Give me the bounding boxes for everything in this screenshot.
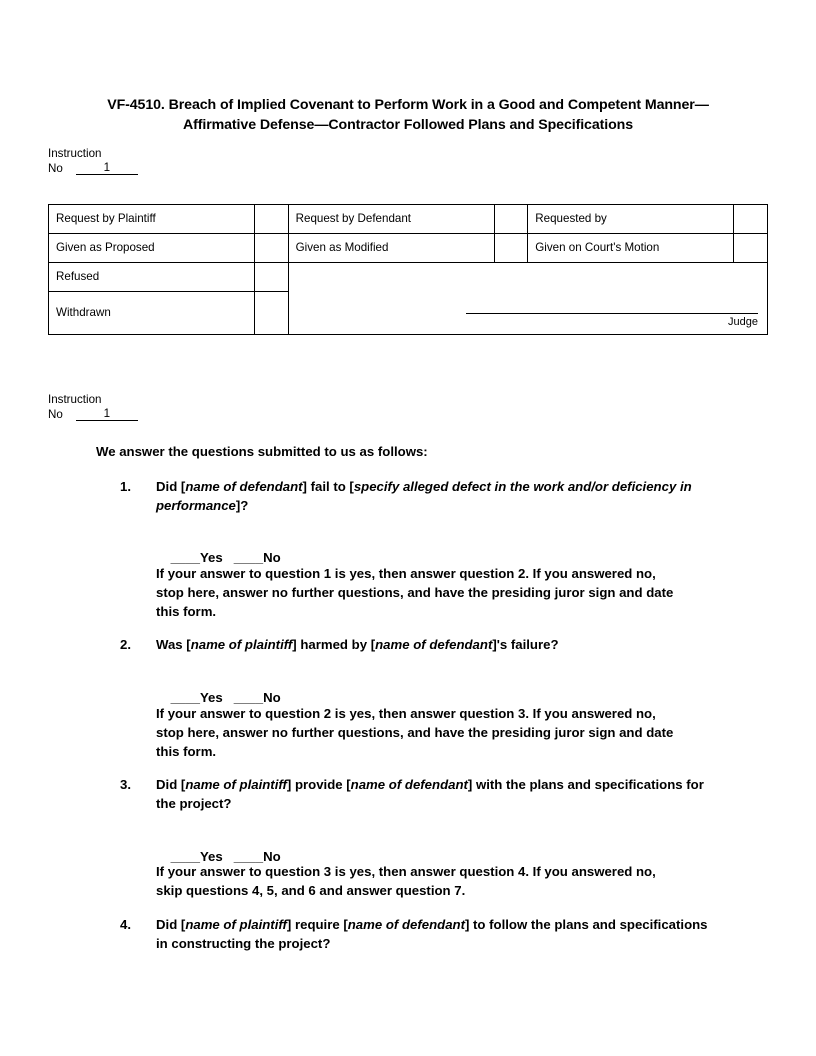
question-3 [120, 776, 720, 813]
question-2-text: Was [name of plaintiff] harmed by [name of defendant]'s failure? [156, 637, 559, 652]
question-2 [120, 636, 720, 655]
question-3-yes-blank[interactable]: ____Yes [170, 848, 223, 864]
question-3-text: Did [name of plaintiff] provide [name of defendant] with the plans and specifications for the project? [156, 777, 704, 811]
page-title: VF-4510. Breach of Implied Covenant to Perform Work in a Good and Competent Manner—Affirmative Defense—Contractor Followed Plans and Specifications [107, 97, 709, 133]
instruction-number-row [48, 162, 138, 177]
instruction-label-line1: Instruction [48, 147, 102, 160]
table-row [49, 263, 768, 292]
checkbox-given-as-modified[interactable] [494, 234, 528, 263]
question-1-text: Did [name of defendant] fail to [specify alleged defect in the work and/or deficiency in performance]? [156, 479, 692, 513]
question-1-no-blank[interactable]: ____No [233, 549, 281, 565]
question-2-number: 2. [120, 637, 131, 652]
question-2-no-blank[interactable]: ____No [233, 689, 281, 705]
judge-signature-block [466, 313, 758, 329]
checkbox-withdrawn[interactable] [255, 292, 289, 335]
checkbox-refused[interactable] [255, 263, 289, 292]
checkbox-request-by-defendant[interactable] [494, 205, 528, 234]
instruction-number-row [48, 408, 138, 423]
cell-refused: Refused [49, 263, 255, 292]
cell-withdrawn: Withdrawn [49, 292, 255, 335]
question-3-no-blank[interactable]: ____No [233, 848, 281, 864]
question-1-number: 1. [120, 479, 131, 494]
question-2-note: If your answer to question 2 is yes, then answer question 3. If you answered no, stop here, answer no further questions, and have the presiding juror sign and date this form. [156, 706, 674, 759]
disposition-table [48, 204, 768, 335]
cell-request-by-defendant: Request by Defendant [288, 205, 494, 234]
cell-given-as-modified: Given as Modified [288, 234, 494, 263]
judge-signature-label: Judge [728, 316, 758, 328]
instruction-no-label: No [48, 407, 63, 421]
instruction-number-header-bottom [48, 393, 138, 422]
checkbox-given-as-proposed[interactable] [255, 234, 289, 263]
question-3-note: If your answer to question 3 is yes, then answer question 4. If you answered no, skip questions 4, 5, and 6 and answer question 7. [156, 864, 656, 898]
cell-requested-by: Requested by [528, 205, 734, 234]
verdict-lead-in: We answer the questions submitted to us as follows: [96, 444, 428, 459]
question-1 [120, 478, 720, 515]
question-1-note: If your answer to question 1 is yes, then answer question 2. If you answered no, stop here, answer no further questions, and have the presiding juror sign and date this form. [156, 566, 674, 619]
cell-given-on-courts-motion: Given on Court's Motion [528, 234, 734, 263]
table-row [49, 205, 768, 234]
instruction-no-label: No [48, 161, 63, 175]
checkbox-given-on-courts-motion[interactable] [734, 234, 768, 263]
question-2-yes-blank[interactable]: ____Yes [170, 689, 223, 705]
checkbox-requested-by[interactable] [734, 205, 768, 234]
table-row [49, 234, 768, 263]
instruction-number-header-top [48, 147, 138, 176]
judge-signature-cell [288, 263, 767, 335]
instruction-number-field[interactable]: 1 [76, 161, 138, 175]
question-1-yes-blank[interactable]: ____Yes [170, 549, 223, 565]
instruction-number-field[interactable]: 1 [76, 407, 138, 421]
question-3-number: 3. [120, 777, 131, 792]
question-4 [120, 916, 720, 953]
checkbox-request-by-plaintiff[interactable] [255, 205, 289, 234]
cell-given-as-proposed: Given as Proposed [49, 234, 255, 263]
question-4-number: 4. [120, 917, 131, 932]
question-4-text: Did [name of plaintiff] require [name of defendant] to follow the plans and specifications in constructing the project? [156, 917, 708, 951]
instruction-label-line1: Instruction [48, 393, 102, 406]
cell-request-by-plaintiff: Request by Plaintiff [49, 205, 255, 234]
